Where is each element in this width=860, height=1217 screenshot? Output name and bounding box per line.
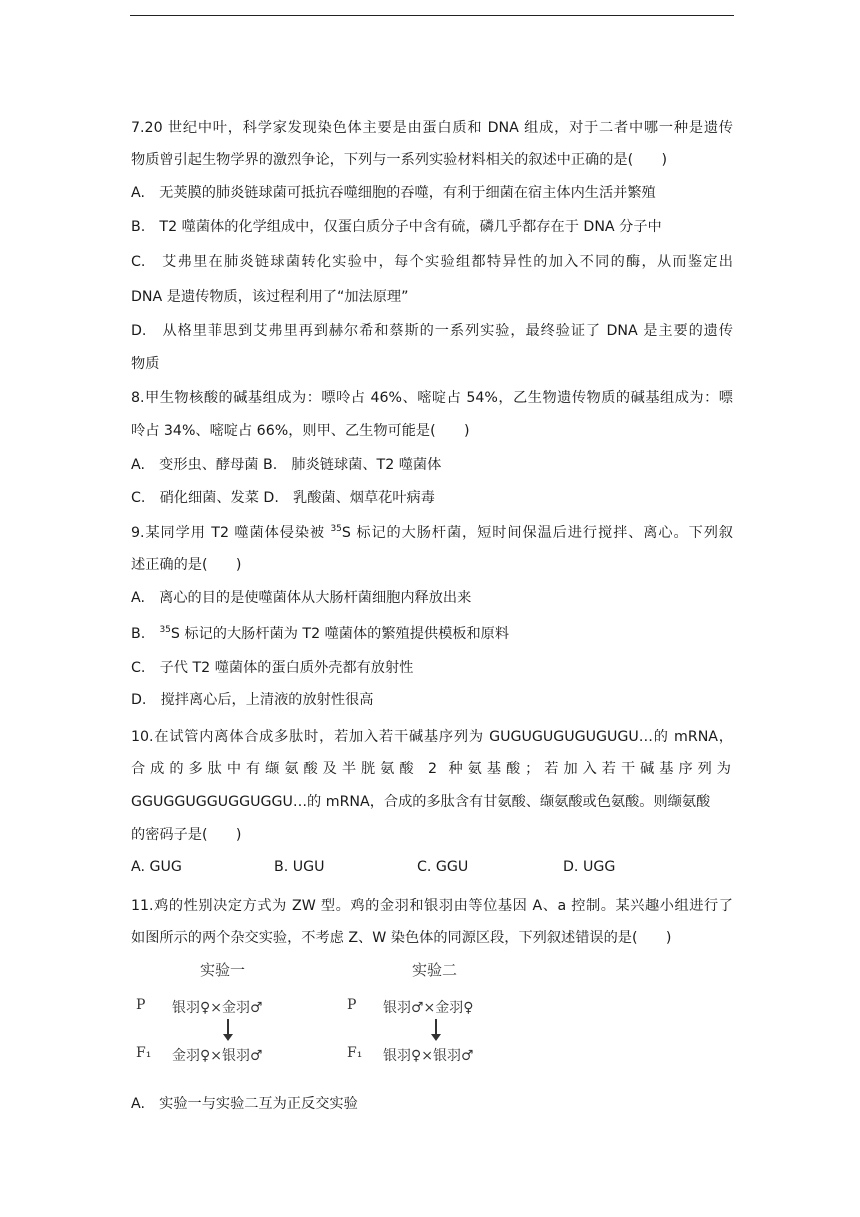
q10-stem-line3: GGUGGUGGUGGUGGU…的 mRNA，合成的多肽含有甘氨酸、缬氨酸或色氨酸。则缬氨酸: [131, 794, 711, 810]
exp2-f1-result: 银羽♀×银羽♂: [383, 1048, 474, 1064]
q7-option-b: B. T2 噬菌体的化学组成中，仅蛋白质分子中含有硫，磷几乎都存在于 DNA 分子中: [131, 219, 662, 235]
q9-option-d: D. 搅拌离心后，上清液的放射性很高: [131, 692, 374, 708]
q11-option-a: A. 实验一与实验二互为正反交实验: [131, 1096, 358, 1112]
q8-options-cd: C. 硝化细菌、发菜 D. 乳酸菌、烟草花叶病毒: [131, 490, 435, 506]
q9-option-b: [131, 624, 509, 644]
q9-stem-part1: 9.某同学用 T2 噬菌体侵染被: [131, 525, 331, 541]
exp2-title: 实验二: [412, 961, 458, 979]
q10-option-b: B. UGU: [274, 859, 325, 875]
exp1-f1-label: F₁: [136, 1045, 152, 1061]
q7-option-d-line2: 物质: [131, 356, 160, 372]
exp1-f1-result: 金羽♀×银羽♂: [172, 1048, 263, 1064]
q8-stem-line1: 8.甲生物核酸的碱基组成为：嘌呤占 46%、嘧啶占 54%，乙生物遗传物质的碱基组成为：嘌: [131, 390, 733, 406]
header-rule: [130, 15, 734, 16]
exp2-f1-label: F₁: [347, 1045, 363, 1061]
exp1-down-arrow-icon: [227, 1019, 229, 1035]
q11-stem-line2: 如图所示的两个杂交实验，不考虑 Z、W 染色体的同源区段，下列叙述错误的是( ): [131, 930, 672, 946]
exp2-parent-cross: 银羽♂×金羽♀: [383, 1000, 474, 1016]
q7-stem-line1: 7.20 世纪中叶，科学家发现染色体主要是由蛋白质和 DNA 组成，对于二者中哪一种是遗传: [131, 120, 733, 136]
exp2-p-label: P: [347, 997, 357, 1013]
q7-option-c-line1: C. 艾弗里在肺炎链球菌转化实验中，每个实验组都特异性的加入不同的酶，从而鉴定出: [131, 254, 733, 270]
q7-option-d-line1: D. 从格里菲思到艾弗里再到赫尔希和蔡斯的一系列实验，最终验证了 DNA 是主要的遗传: [131, 323, 733, 339]
exp1-title: 实验一: [200, 961, 246, 979]
q10-option-c: C. GGU: [417, 859, 469, 875]
q9-stem-line1: [131, 523, 733, 543]
q11-stem-line1: 11.鸡的性别决定方式为 ZW 型。鸡的金羽和银羽由等位基因 A、a 控制。某兴趣小组进行了: [131, 898, 733, 914]
q7-option-a: A. 无荚膜的肺炎链球菌可抵抗吞噬细胞的吞噬，有利于细菌在宿主体内生活并繁殖: [131, 185, 656, 201]
q9-stem-part2: S 标记的大肠杆菌，短时间保温后进行搅拌、离心。下列叙: [341, 525, 733, 541]
q9-option-c: C. 子代 T2 噬菌体的蛋白质外壳都有放射性: [131, 660, 414, 676]
q10-option-d: D. UGG: [563, 859, 616, 875]
exp1-parent-cross: 银羽♀×金羽♂: [172, 1000, 263, 1016]
q10-option-a: A. GUG: [131, 859, 182, 875]
exp2-down-arrow-icon: [435, 1019, 437, 1035]
q9-option-b-text: S 标记的大肠杆菌为 T2 噬菌体的繁殖提供模板和原料: [170, 626, 510, 642]
cross-experiment-figure: [130, 955, 510, 1070]
q7-option-c-line2: DNA 是遗传物质，该过程利用了“加法原理”: [131, 289, 409, 305]
q9-stem-line2: 述正确的是( ): [131, 557, 242, 573]
q8-stem-line2: 呤占 34%、嘧啶占 66%，则甲、乙生物可能是( ): [131, 423, 470, 439]
q9-isotope-sup: 35: [330, 524, 342, 534]
q10-stem-line1: 10.在试管内离体合成多肽时，若加入若干碱基序列为 GUGUGUGUGUGUGU…的 mRNA，: [131, 729, 733, 745]
q10-stem-line4: 的密码子是( ): [131, 827, 242, 843]
q9-option-b-label: B.: [131, 626, 160, 642]
q7-stem-line2: 物质曾引起生物学界的激烈争论，下列与一系列实验材料相关的叙述中正确的是( ): [131, 152, 668, 168]
q10-stem-line2: 合成的多肽中有缬氨酸及半胱氨酸 2 种氨基酸；若加入若干碱基序列为: [131, 761, 733, 777]
exp1-p-label: P: [136, 997, 146, 1013]
q8-options-ab: A. 变形虫、酵母菌 B. 肺炎链球菌、T2 噬菌体: [131, 457, 442, 473]
q9-option-b-sup: 35: [159, 625, 171, 635]
q9-option-a: A. 离心的目的是使噬菌体从大肠杆菌细胞内释放出来: [131, 590, 472, 606]
